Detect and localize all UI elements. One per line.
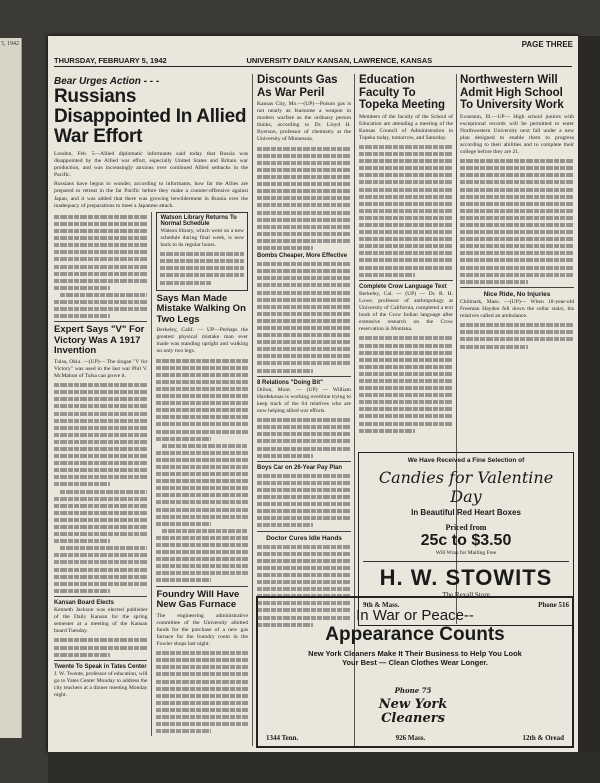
northwestern-column (460, 72, 574, 422)
crow-paragraph: Berkeley, Cal. — (UP) — Dr. R. H. Lowe, professor of anthropology at University of California, completed a text book of the Crow Indian language after extensive research on the Crow reservation in Montana. (359, 290, 453, 333)
candy-ad-store: H. W. STOWITS (363, 561, 569, 591)
foundry-paragraph: The engineering administrative committee of the University allotted funds for the purchase of a new gas furnace for the foundry room in the Fowler shops last night. (156, 612, 248, 647)
doctor-headline: Doctor Cures Idle Hands (266, 534, 342, 542)
education-headline: Education Faculty To Topeka Meeting (359, 74, 446, 111)
bombs-subhead: Bombs Cheaper, More Effective (257, 253, 348, 260)
cleaners-logo-name: New York (378, 697, 448, 712)
adjacent-page-strip (0, 38, 22, 738)
lead-headline: Russians Disappointed In Allied War Effort (54, 86, 247, 147)
cleaners-advertisement (256, 596, 574, 748)
nice-ride-headline: Nice Ride, No Injuries (483, 290, 551, 298)
twente-paragraph: J. W. Twente, professor of education, will go to Yates Center Monday to address the city teachers at a dinner meeting Monday night. (54, 670, 148, 698)
relations-paragraph: Dillon, Mont. — (UP) — William Hardekonas is working overtime trying to keep track of the 64 relatives who are now helping allied war efforts. (257, 386, 351, 414)
candy-ad-title: Candies for Valentine Day (378, 468, 554, 506)
relations-headline: 8 Relations "Doing Bit" (257, 379, 324, 386)
cleaners-address-2: 926 Mass. (395, 734, 426, 742)
education-paragraph: Members of the faculty of the School of Education are attending a meeting of the Kansas Council of Administration in Topeka today, tomorrow, and Saturday. (359, 113, 453, 141)
crow-headline: Complete Crow Language Text (359, 283, 447, 290)
candy-ad-intro: We Have Received a Fine Selection of (407, 457, 525, 464)
victory-paragraph: Tulsa, Okla. —(UP)— The slogan "V for Victory" was used in the last war Phil V. McMahon of Tulsa can prove it. (54, 358, 148, 379)
watson-paragraph: Watson library, which went on a new schedule during final week, is now back to its regular hours. (160, 227, 244, 248)
newspaper-page (48, 36, 578, 752)
candy-ad-address: 9th & Mass. (363, 601, 400, 609)
mistake-paragraph: Berkeley, Calif. — UP—Perhaps the greatest physical mistake man ever made was standing upright and walking on only two legs. (156, 327, 248, 355)
twente-headline: Twente To Speak in Tates Center (54, 663, 147, 670)
cleaners-address-1: 1344 Tenn. (266, 734, 299, 742)
candy-ad-phone: Phone 516 (538, 601, 569, 609)
masthead-date: THURSDAY, FEBRUARY 5, 1942 (54, 56, 167, 65)
cleaners-ad-line2: New York Cleaners Make It Their Business to Help You Look (308, 649, 522, 658)
kicker: Bear Urges Action - - - (54, 76, 160, 87)
page-number: PAGE THREE (521, 40, 573, 49)
cleaners-ad-war: In War or Peace-- (356, 607, 474, 624)
victory-headline: Expert Says "V" For Victory Was A 1917 Invention (54, 324, 145, 357)
lead-paragraph-2: Russians have begun to wonder, according to informants, how far the Allies are prepared to retreat in the far Pacific before they make a counter-offensive against Japan, and it was added that there was growing bewilderment in Russia over the inadequacy of preparations to meet a Japanese attack. (54, 181, 248, 209)
cleaners-logo (358, 684, 468, 726)
northwestern-headline: Northwestern Will Admit High School To University Work (460, 74, 564, 111)
watson-headline: Watson Library Returns To Normal Schedule (160, 214, 237, 227)
candy-ad-priced: Priced from (445, 523, 487, 532)
lead-story-column (54, 72, 248, 746)
foundry-headline: Foundry Will Have New Gas Furnace (156, 588, 240, 611)
candy-ad-wrap: Will Wrap for Mailing Free (435, 550, 497, 556)
gas-headline: Discounts Gas As War Peril (257, 74, 338, 99)
candy-ad-sub: The Rexall Store (442, 591, 490, 599)
gas-paragraph: Kansas City, Mo.—(UP)—Poison gas is not nearly as fearsome a weapon in modern warfare as the ordinary person thinks, according to Dr. Lloyd H. Byerson, professor of chemistry at the University of Minnesota. (257, 101, 351, 143)
boys-car-headline: Boys Car on 26-Year Pay Plan (257, 464, 343, 471)
candy-ad-price: 25c to $3.50 (420, 532, 512, 549)
mistake-headline: Says Man Made Mistake Walking On Two Legs (156, 292, 246, 325)
kansan-board-headline: Kansan Board Elects (54, 599, 115, 606)
kansan-board-paragraph: Kenneth Jackson was elected publisher of the Daily Kansan for the spring semester at a meeting of the Kansan board Tuesday. (54, 606, 148, 635)
nice-ride-paragraph: Chilmark, Mass. —(UP)— When 18-year-old Freeman Hayden fell down the cellar stairs, his relatives called an ambulance. (460, 298, 574, 320)
cleaners-address-3: 12th & Oread (522, 734, 564, 742)
cleaners-ad-line3: Your Best — Clean Clothes Wear Longer. (341, 658, 488, 667)
cleaners-ad-appearance: Appearance Counts (325, 624, 505, 645)
cleaners-logo-cleaners: Cleaners (381, 711, 445, 726)
cleaners-logo-phone: Phone 75 (394, 686, 432, 695)
masthead (54, 55, 572, 67)
adjacent-page-date: 5, 1942 (1, 41, 19, 47)
scan-background (578, 36, 600, 766)
column-rule (252, 74, 253, 746)
scan-background-bottom (48, 752, 600, 783)
lead-paragraph: London, Feb. 5—Allied diplomatic informants said today that Russia was disappointed by the Allied war effort, especially United States and Britain war production, and was increasingly anxious over continued Allied setbacks in the Pacific. (54, 151, 248, 179)
northwestern-paragraph: Evanston, Ill.—UP— High school juniors with exceptional records will be permitted to enter Northwestern University next fall under a new plan designed to enable them to progress according to their abilities and to complete their college before they are 21. (460, 113, 574, 155)
masthead-paper: UNIVERSITY DAILY KANSAN, LAWRENCE, KANSAS (246, 56, 433, 65)
candy-ad-boxes: In Beautiful Red Heart Boxes (411, 508, 521, 517)
